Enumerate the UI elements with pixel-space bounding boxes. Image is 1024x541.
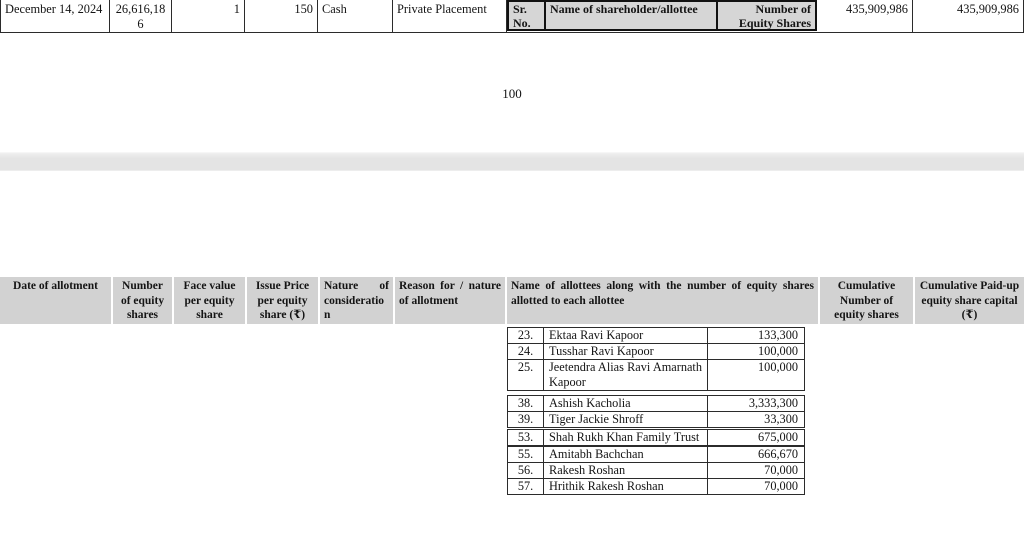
- allottee-row: [508, 344, 804, 360]
- reason-of-allotment-cell: Private Placement: [393, 0, 507, 32]
- sr-no-cell: 53.: [508, 430, 544, 445]
- allottee-row: [508, 328, 804, 344]
- page-separator-band: [0, 152, 1024, 171]
- allottee-name-cell: Amitabh Bachchan: [544, 447, 708, 462]
- allottee-shares-cell: 70,000: [764, 463, 798, 477]
- face-value-cell: 1: [172, 0, 245, 32]
- allottee-row: [508, 463, 804, 479]
- equity-shares-header-cell: Number of Equity Shares: [738, 2, 811, 29]
- header-face-value: Face value per equity share: [174, 277, 245, 324]
- allottee-group: [507, 446, 805, 495]
- allottee-row: [508, 447, 804, 463]
- header-reason-of-allotment: Reason for / nature of allotment: [395, 277, 505, 324]
- sr-no-cell: 56.: [508, 463, 544, 478]
- allottee-name-cell: Tusshar Ravi Kapoor: [544, 344, 708, 359]
- sr-no-header-cell: Sr. No.: [509, 2, 546, 29]
- header-nature-of-consideration: Nature of consideration: [320, 277, 393, 324]
- sr-no-cell: 23.: [508, 328, 544, 343]
- allottee-shares-cell: 666,670: [758, 447, 798, 461]
- allottee-row: [508, 430, 804, 445]
- allottee-shares-cell: 133,300: [758, 328, 798, 342]
- cumulative-capital-cell: 435,909,986: [913, 0, 1024, 32]
- header-issue-price: Issue Price per equity share (₹): [247, 277, 318, 324]
- allottee-group: [507, 395, 805, 428]
- header-cumulative-capital: Cumulative Paid-up equity share capital (₹): [915, 277, 1024, 324]
- allottee-group: [507, 327, 805, 391]
- allottee-shares-cell: 675,000: [758, 430, 798, 444]
- sr-no-cell: 57.: [508, 479, 544, 494]
- allottee-table: [507, 327, 805, 495]
- previous-page-table-row: [0, 0, 1024, 33]
- allottee-row: [508, 479, 804, 494]
- cumulative-shares-cell: 435,909,986: [817, 0, 913, 32]
- header-number-of-shares: Number of equity shares: [113, 277, 172, 324]
- sr-no-cell: 25.: [508, 360, 544, 390]
- allottee-row: [508, 360, 804, 390]
- consideration-cell: Cash: [318, 0, 393, 32]
- main-table-header: [0, 277, 1024, 324]
- header-date-of-allotment: Date of allotment: [0, 277, 111, 324]
- allottee-name-cell: Tiger Jackie Shroff: [544, 412, 708, 427]
- allottee-name-cell: Ashish Kacholia: [544, 396, 708, 411]
- allottee-row: [508, 396, 804, 412]
- sr-no-cell: 39.: [508, 412, 544, 427]
- allottee-group: [507, 429, 805, 446]
- allottee-name-cell: Hrithik Rakesh Roshan: [544, 479, 708, 494]
- issue-price-cell: 150: [245, 0, 318, 32]
- allottee-shares-cell: 100,000: [758, 360, 798, 374]
- allottee-row: [508, 412, 804, 427]
- allottee-name-cell: Jeetendra Alias Ravi Amarnath Kapoor: [544, 360, 708, 390]
- header-cumulative-shares: Cumulative Number of equity shares: [820, 277, 913, 324]
- equity-shares-cell: 26,616,186: [110, 0, 172, 32]
- header-name-of-allottees: Name of allottees along with the number of equity shares allotted to each allottee: [507, 277, 818, 324]
- date-of-allotment-cell: December 14, 2024: [0, 0, 110, 32]
- allottee-name-cell: Shah Rukh Khan Family Trust: [544, 430, 708, 445]
- shareholder-inner-header: [507, 0, 817, 31]
- shareholder-name-header-cell: Name of shareholder/allottee: [546, 2, 718, 29]
- allottee-name-cell: Ektaa Ravi Kapoor: [544, 328, 708, 343]
- sr-no-cell: 38.: [508, 396, 544, 411]
- sr-no-cell: 24.: [508, 344, 544, 359]
- allottee-shares-cell: 33,300: [764, 412, 798, 426]
- allottee-name-cell: Rakesh Roshan: [544, 463, 708, 478]
- allottee-shares-cell: 100,000: [758, 344, 798, 358]
- table-row-bottom-border: [0, 32, 1024, 33]
- page-number: 100: [502, 86, 522, 101]
- sr-no-cell: 55.: [508, 447, 544, 462]
- allottee-shares-cell: 70,000: [764, 479, 798, 493]
- allottee-shares-cell: 3,333,300: [748, 396, 798, 410]
